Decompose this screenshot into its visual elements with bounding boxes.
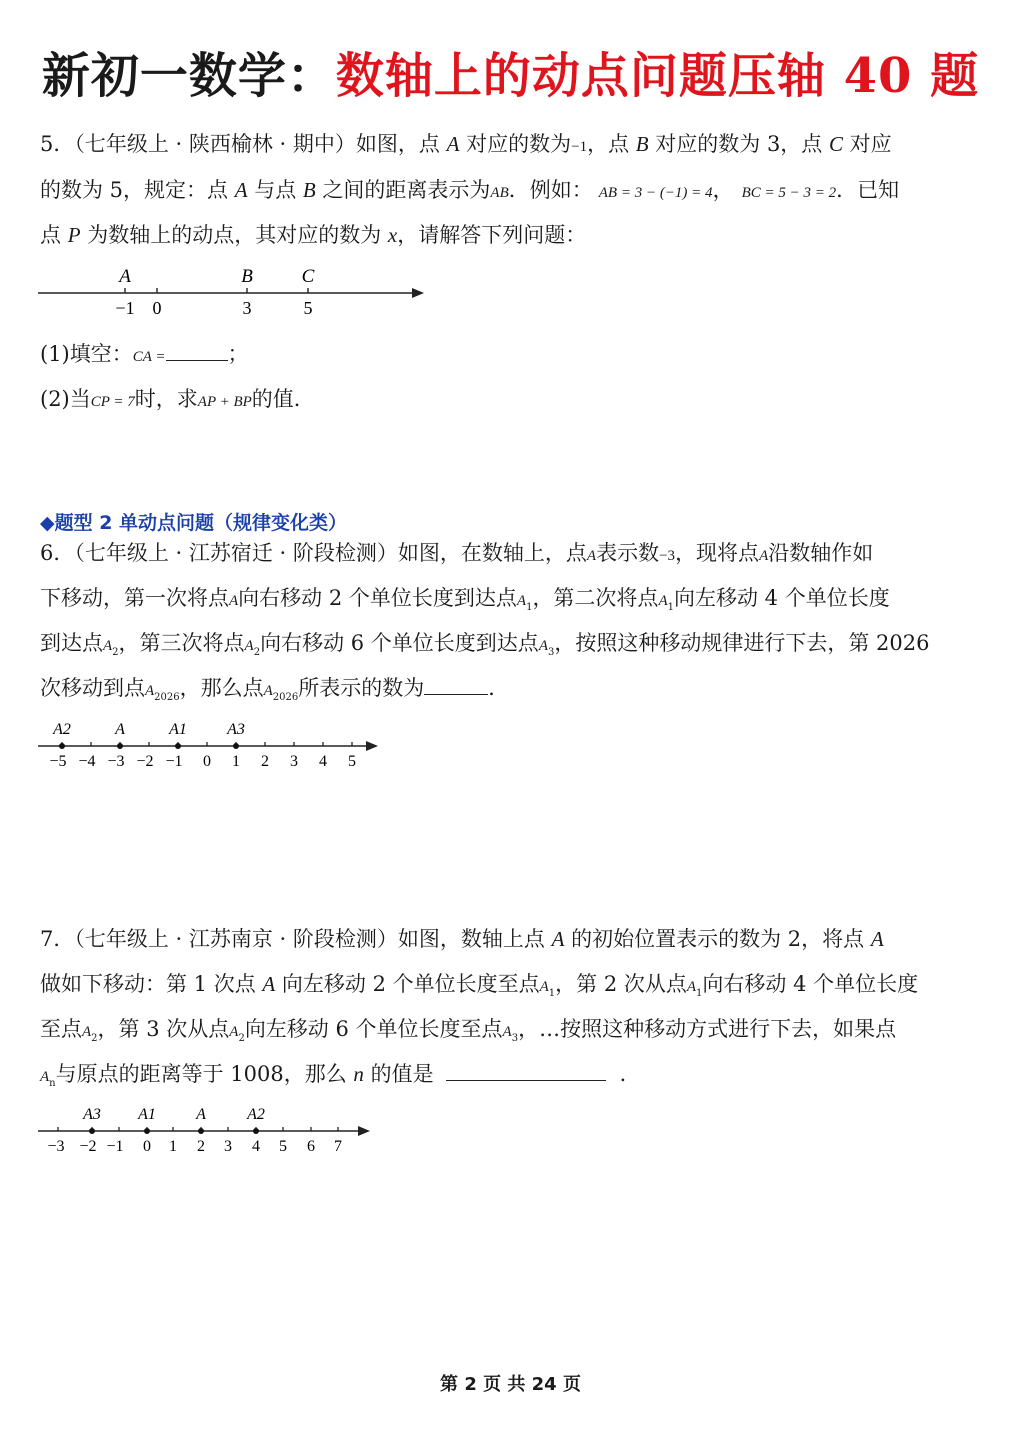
var-a: A	[551, 927, 565, 951]
point-a2	[253, 1128, 259, 1134]
point-a	[117, 743, 123, 749]
subscript: 3	[547, 647, 555, 659]
tick-label: 2	[261, 753, 269, 770]
q6-line1	[40, 535, 873, 574]
q5-sub1	[40, 336, 249, 375]
tick-label: 3	[224, 1138, 232, 1155]
title-black: 新初一数学：	[41, 48, 336, 104]
q5-number-line	[36, 262, 436, 322]
text: 向右移动 4 个单位长度	[702, 972, 919, 996]
point-label-a3: A3	[227, 721, 245, 738]
text: ，那么点	[179, 676, 264, 700]
tick-label: 3	[290, 753, 298, 770]
q6-line2	[40, 580, 890, 626]
tick-label: 2	[197, 1138, 205, 1155]
tick-label: 1	[169, 1138, 177, 1155]
subscript: 1	[548, 988, 556, 1000]
tick-label: −2	[79, 1138, 97, 1155]
point-label-a2: A2	[247, 1106, 265, 1123]
text: 之间的距离表示为	[315, 178, 491, 202]
q6-line3	[40, 625, 929, 671]
text: ．已知	[836, 178, 900, 202]
axis-label-c: C	[301, 266, 315, 287]
section-heading: ◆题型 2 单动点问题（规律变化类）	[40, 512, 348, 534]
text: 与点	[247, 178, 303, 202]
text: 为数轴上的动点，其对应的数为	[80, 223, 388, 247]
var-a: A	[658, 593, 668, 609]
var-p: P	[67, 223, 81, 247]
subscript: 2	[112, 647, 119, 659]
tick-label: 5	[348, 753, 356, 770]
point-label-a3: A3	[83, 1106, 101, 1123]
text: 次移动到点	[40, 676, 145, 700]
text: ；	[227, 342, 249, 366]
var-x: x	[387, 223, 398, 247]
tick-label: −2	[136, 753, 154, 770]
text: 做如下移动：第 1 次点	[40, 972, 263, 996]
var-a: A	[82, 1024, 92, 1040]
text: 沿数轴作如	[768, 541, 874, 565]
tick-label: −3	[107, 753, 125, 770]
subscript: 2026	[272, 692, 299, 704]
var-a: A	[870, 927, 884, 951]
var-a: A	[234, 178, 248, 202]
answer-blank[interactable]	[446, 1060, 606, 1081]
subscript: 3	[511, 1033, 519, 1045]
point-label-a: A	[115, 721, 125, 738]
subscript: n	[49, 1078, 56, 1090]
var-n: n	[353, 1062, 364, 1086]
subscript: 2	[253, 647, 261, 659]
text: ．例如：	[508, 178, 593, 202]
axis-arrow	[366, 741, 378, 751]
text: 向左移动 2 个单位长度至点	[275, 972, 540, 996]
var-a: A	[229, 1024, 239, 1040]
text: 下移动，第一次将点	[40, 586, 229, 610]
q7-line2	[40, 966, 918, 1012]
text: ，现将点	[675, 541, 760, 565]
point-label-a1: A1	[169, 721, 187, 738]
text: ，第 3 次从点	[97, 1017, 230, 1041]
var-a: A	[446, 132, 460, 156]
axis-label-b: B	[241, 266, 253, 287]
var-a: A	[502, 1024, 512, 1040]
axis-arrow	[358, 1126, 370, 1136]
page-title	[0, 40, 1021, 112]
tick-label: 5	[303, 298, 313, 318]
q7-line1	[40, 921, 884, 957]
math-cp: CP = 7	[90, 394, 135, 410]
subscript: 2	[238, 1033, 245, 1045]
var-a: A	[586, 548, 597, 564]
text: 向右移动 2 个单位长度到达点	[238, 586, 517, 610]
q5-line3	[40, 217, 586, 253]
tick-label: −3	[47, 1138, 65, 1155]
var-b: B	[635, 132, 649, 156]
title-red: 数轴上的动点问题压轴 40 题	[335, 48, 980, 104]
text: 对应的数为	[459, 132, 572, 156]
subscript: 1	[667, 602, 674, 614]
point-a1	[175, 743, 181, 749]
point-a1	[144, 1128, 150, 1134]
text: ，	[712, 178, 734, 202]
text: ，第二次将点	[532, 586, 659, 610]
text: 对应	[843, 132, 892, 156]
tick-label: −1	[106, 1138, 124, 1155]
text: ．	[619, 1062, 641, 1086]
tick-label: −1	[115, 298, 135, 318]
point-label-a: A	[196, 1106, 206, 1123]
text: 对应的数为 3，点	[648, 132, 829, 156]
q6-line4	[40, 670, 509, 716]
text: 向右移动 6 个单位长度到达点	[260, 631, 539, 655]
q5-line2	[40, 172, 899, 211]
text: ，按照这种移动规律进行下去，第 2026	[554, 631, 930, 655]
var-a: A	[516, 593, 527, 609]
q5-sub2	[40, 381, 315, 420]
var-a: A	[229, 593, 239, 609]
text: 5．（七年级上 · 陕西榆林 · 期中）如图，点	[40, 132, 447, 156]
point-label-a1: A1	[138, 1106, 156, 1123]
page-footer: 第 2 页 共 24 页	[440, 1374, 581, 1395]
text: 时，求	[134, 387, 198, 411]
var-c: C	[828, 132, 843, 156]
point-a	[198, 1128, 204, 1134]
point-a3	[89, 1128, 95, 1134]
var-a: A	[40, 1069, 50, 1085]
q7-number-line	[36, 1101, 381, 1161]
tick-label: 4	[319, 753, 327, 770]
tick-label: 0	[152, 298, 162, 318]
var-a: A	[262, 972, 276, 996]
text: ，第 2 次从点	[555, 972, 687, 996]
axis-label-a: A	[119, 266, 131, 287]
q7-line3	[40, 1011, 896, 1057]
q5-line1	[40, 126, 892, 165]
subscript: 1	[526, 602, 533, 614]
math-value: −1	[571, 139, 588, 155]
text: 的值．	[251, 387, 315, 411]
tick-label: 7	[334, 1138, 342, 1155]
text: ，第三次将点	[118, 631, 245, 655]
text: 点	[40, 223, 68, 247]
text: ，…按照这种移动方式进行下去，如果点	[518, 1017, 897, 1041]
text: ．	[488, 676, 510, 700]
tick-label: 6	[307, 1138, 315, 1155]
tick-label: 3	[242, 298, 252, 318]
text: 所表示的数为	[298, 676, 425, 700]
math-ap-bp: AP + BP	[197, 394, 252, 410]
math-example-bc: BC = 5 − 3 = 2	[741, 185, 837, 201]
var-a: A	[686, 979, 697, 995]
math-example-ab: AB = 3 − (−1) = 4	[598, 185, 713, 201]
tick-label: 5	[279, 1138, 287, 1155]
text: 到达点	[40, 631, 103, 655]
q6-number-line	[36, 714, 386, 774]
var-a: A	[244, 638, 254, 654]
text: 向左移动 4 个单位长度	[673, 586, 890, 610]
text: (2)当	[40, 387, 91, 411]
text: 的值是	[363, 1062, 434, 1086]
axis-arrow	[412, 288, 424, 298]
var-a: A	[103, 638, 113, 654]
text: 表示数	[596, 541, 660, 565]
math-ca: CA =	[132, 349, 166, 365]
var-a: A	[539, 979, 549, 995]
tick-label: −4	[78, 753, 96, 770]
answer-blank[interactable]	[424, 674, 488, 695]
tick-label: 1	[232, 753, 240, 770]
text: 向左移动 6 个单位长度至点	[244, 1017, 503, 1041]
point-a2	[59, 743, 65, 749]
text: 至点	[40, 1017, 82, 1041]
text: (1)填空：	[40, 342, 133, 366]
text: 6．（七年级上 · 江苏宿迁 · 阶段检测）如图，在数轴上，点	[40, 541, 587, 565]
var-b: B	[302, 178, 316, 202]
text: 的数为 5，规定：点	[40, 178, 235, 202]
tick-label: 4	[252, 1138, 260, 1155]
var-a: A	[145, 683, 155, 699]
subscript: 1	[696, 988, 703, 1000]
subscript: 2	[91, 1033, 98, 1045]
point-label-a2: A2	[53, 721, 71, 738]
math-ab: AB	[490, 185, 509, 201]
tick-label: −5	[49, 753, 67, 770]
text: ，请解答下列问题：	[397, 223, 587, 247]
tick-label: 0	[143, 1138, 151, 1155]
answer-blank[interactable]	[166, 340, 228, 361]
var-a: A	[759, 548, 769, 564]
point-a3	[233, 743, 239, 749]
q7-line4	[40, 1056, 641, 1102]
text: 与原点的距离等于 1008，那么	[55, 1062, 354, 1086]
subscript: 2026	[154, 692, 180, 704]
text: 7．（七年级上 · 江苏南京 · 阶段检测）如图，数轴上点	[40, 927, 552, 951]
text: ，点	[587, 132, 636, 156]
math-value: −3	[659, 548, 676, 564]
var-a: A	[538, 638, 548, 654]
text: 的初始位置表示的数为 2，将点	[564, 927, 871, 951]
tick-label: −1	[165, 753, 183, 770]
var-a: A	[263, 683, 273, 699]
tick-label: 0	[203, 753, 211, 770]
